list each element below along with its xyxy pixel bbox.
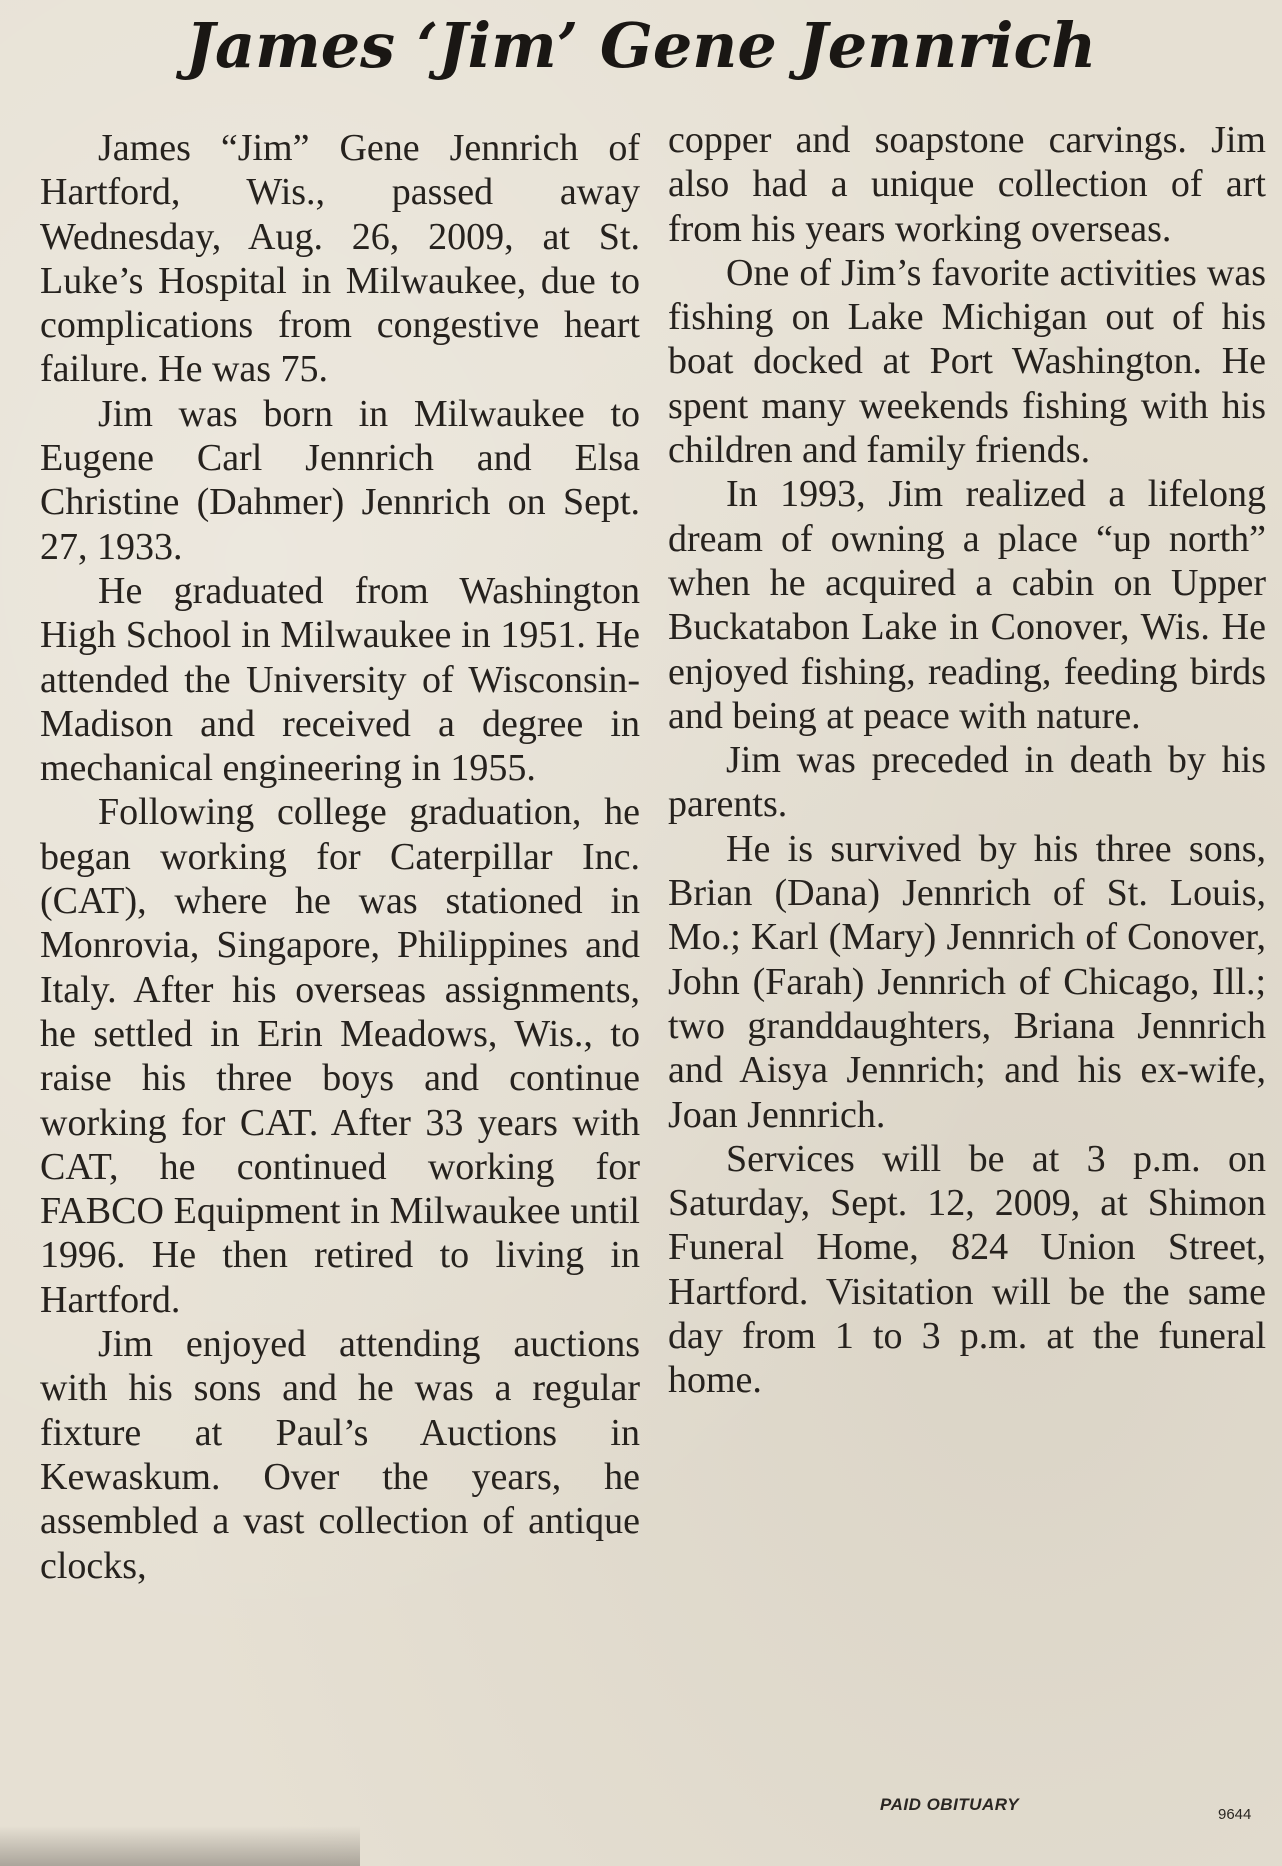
paragraph-cabin: In 1993, Jim realized a lifelong dream of owning a place “up north” when he acquired a cabin on Upper Buckatabon Lake in Conover, Wis. He enjoyed fishing, reading, feeding birds and being at peace with nature. xyxy=(668,473,1266,737)
left-column xyxy=(40,126,640,1588)
paragraph-passing: James “Jim” Gene Jennrich of Hartford, Wis., passed away Wednesday, Aug. 26, 2009, at St. Luke’s Hospital in Milwaukee, due to complications from congestive heart failure. He was 75. xyxy=(40,127,640,391)
paragraph-birth: Jim was born in Milwaukee to Eugene Carl Jennrich and Elsa Christine (Dahmer) Jennrich on Sept. 27, 1933. xyxy=(40,392,640,568)
paragraph-preceded: Jim was preceded in death by his parents. xyxy=(668,739,1266,826)
obituary-title: James ‘Jim’ Gene Jennrich xyxy=(185,9,1097,82)
paragraph-services: Services will be at 3 p.m. on Saturday, Sept. 12, 2009, at Shimon Funeral Home, 824 Union Street, Hartford. Visitation will be the same day from 1 to 3 p.m. at the funeral home. xyxy=(668,1137,1266,1402)
paragraph-collections: copper and soapstone carvings. Jim also had a unique collection of art from his years working overseas. xyxy=(668,119,1266,250)
paid-obituary-label: PAID OBITUARY xyxy=(880,1795,1020,1814)
paragraph-education: He graduated from Washington High School in Milwaukee in 1951. He attended the University of Wisconsin-Madison and received a degree in mechanical engineering in 1955. xyxy=(40,569,640,790)
scan-edge-shadow xyxy=(0,1826,360,1866)
paragraph-survivors: He is survived by his three sons, Brian (Dana) Jennrich of St. Louis, Mo.; Karl (Mary) Jennrich of Conover, John (Farah) Jennrich of Chicago, Ill.; two granddaughters, Briana Jennrich and Aisya Jennrich; and his ex-wife, Joan Jennrich. xyxy=(668,827,1266,1136)
paragraph-fishing: One of Jim’s favorite activities was fishing on Lake Michigan out of his boat docked at Port Washington. He spent many weekends fishing with his children and family friends. xyxy=(668,251,1266,472)
paragraph-career: Following college graduation, he began working for Caterpillar Inc. (CAT), where he was stationed in Monrovia, Singapore, Philippines and Italy. After his overseas assignments, he settled in Erin Meadows, Wis., to raise his three boys and continue working for CAT. After 33 years with CAT, he continued working for FABCO Equipment in Milwaukee until 1996. He then retired to living in Hartford. xyxy=(40,791,640,1321)
right-column xyxy=(668,118,1266,1403)
ad-code: 9644 xyxy=(1218,1806,1252,1823)
paragraph-auctions: Jim enjoyed attending auctions with his sons and he was a regular fixture at Paul’s Auctions in Kewaskum. Over the years, he assembled a vast collection of antique clocks, xyxy=(40,1323,640,1587)
